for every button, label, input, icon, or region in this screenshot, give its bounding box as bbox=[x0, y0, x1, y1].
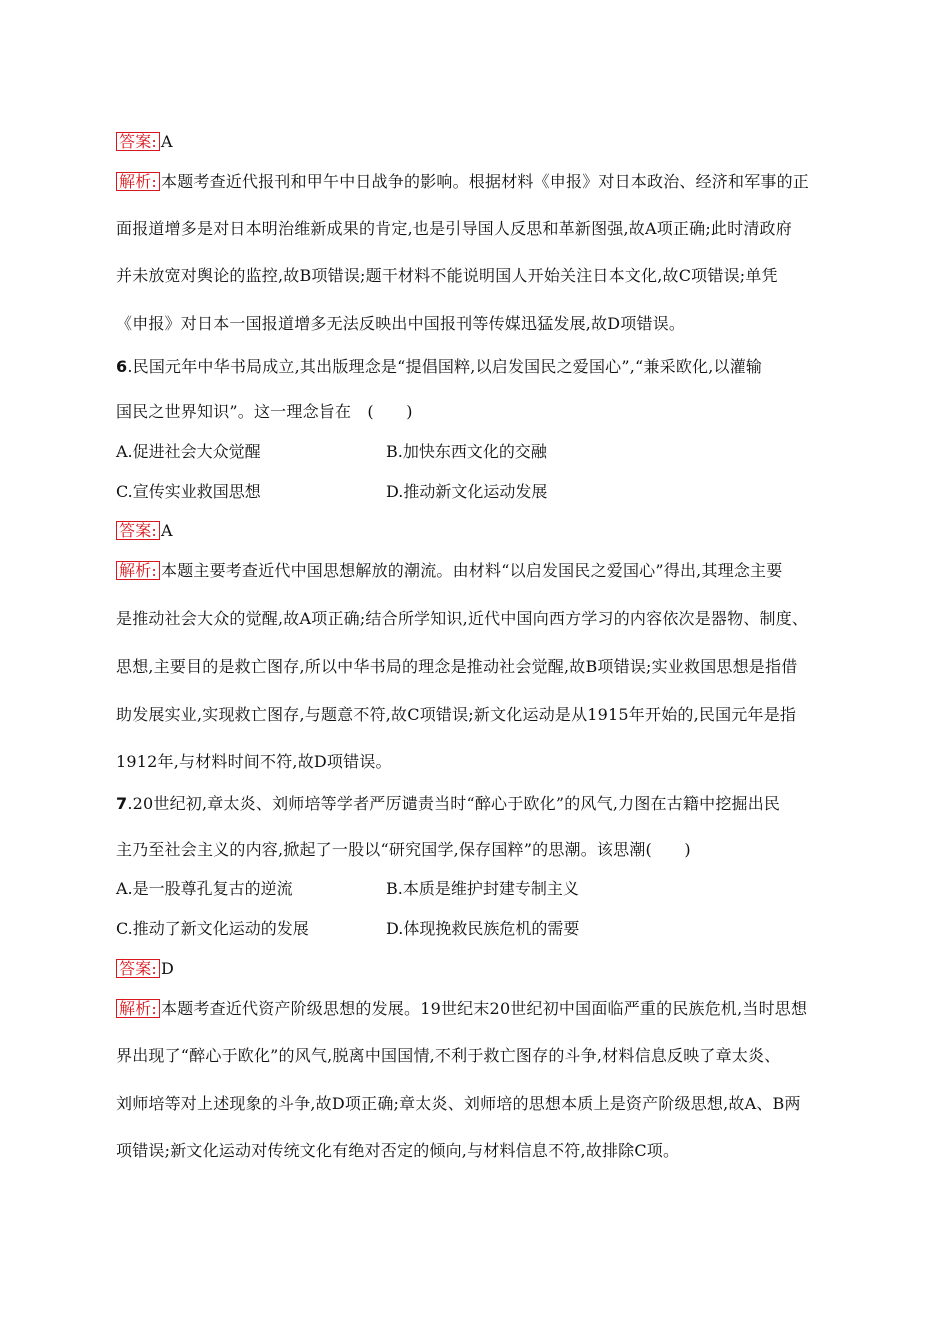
option-b: B.本质是维护封建专制主义 bbox=[386, 879, 579, 898]
analysis-label: 解析: bbox=[116, 561, 160, 580]
option-a: A.促进社会大众觉醒 bbox=[116, 442, 261, 461]
analysis-label: 解析: bbox=[116, 172, 160, 191]
option-d: D.体现挽救民族危机的需要 bbox=[386, 919, 580, 938]
question-stem-text: .20世纪初,章太炎、刘师培等学者严厉谴责当时“醉心于欧化”的风气,力图在古籍中挖掘出民 bbox=[127, 794, 781, 813]
answer-label: 答案: bbox=[116, 132, 160, 151]
analysis-line-q6-4: 助发展实业,实现救亡图存,与题意不符,故C项错误;新文化运动是从1915年开始的,民国元年是指 bbox=[116, 705, 797, 724]
analysis-line-q6-1 bbox=[116, 561, 782, 581]
answer-value: D bbox=[161, 959, 175, 978]
question-stem-q6-2: 国民之世界知识”。这一理念旨在 ( ) bbox=[116, 402, 413, 421]
analysis-line-q5-1 bbox=[116, 172, 809, 192]
answer-value: A bbox=[161, 521, 173, 540]
question-stem-q7-2: 主乃至社会主义的内容,掀起了一股以“研究国学,保存国粹”的思潮。该思潮( ) bbox=[116, 840, 691, 859]
option-c: C.宣传实业救国思想 bbox=[116, 482, 261, 501]
question-number: 6 bbox=[116, 357, 128, 376]
analysis-line-q6-2: 是推动社会大众的觉醒,故A项正确;结合所学知识,近代中国向西方学习的内容依次是器物、制度、 bbox=[116, 609, 809, 628]
analysis-line-q5-2: 面报道增多是对日本明治维新成果的肯定,也是引导国人反思和革新图强,故A项正确;此时清政府 bbox=[116, 219, 792, 238]
option-c: C.推动了新文化运动的发展 bbox=[116, 919, 309, 938]
answer-label: 答案: bbox=[116, 521, 160, 540]
answer-label: 答案: bbox=[116, 959, 160, 978]
analysis-line-q7-2: 界出现了“醉心于欧化”的风气,脱离中国国情,不利于救亡图存的斗争,材料信息反映了章太炎、 bbox=[116, 1046, 781, 1065]
analysis-line-q7-3: 刘师培等对上述现象的斗争,故D项正确;章太炎、刘师培的思想本质上是资产阶级思想,故A、B两 bbox=[116, 1094, 801, 1113]
analysis-line-q6-3: 思想,主要目的是救亡图存,所以中华书局的理念是推动社会觉醒,故B项错误;实业救国思想是指借 bbox=[116, 657, 798, 676]
question-stem-text: .民国元年中华书局成立,其出版理念是“提倡国粹,以启发国民之爱国心”,“兼采欧化,以灌输 bbox=[127, 357, 763, 376]
analysis-line-q7-4: 项错误;新文化运动对传统文化有绝对否定的倾向,与材料信息不符,故排除C项。 bbox=[116, 1141, 680, 1160]
option-a: A.是一股尊孔复古的逆流 bbox=[116, 879, 293, 898]
answer-line-q6 bbox=[116, 521, 173, 541]
analysis-line-q5-4: 《申报》对日本一国报道增多无法反映出中国报刊等传媒迅猛发展,故D项错误。 bbox=[116, 314, 686, 333]
analysis-line-q7-1 bbox=[116, 999, 807, 1019]
answer-value: A bbox=[161, 132, 173, 151]
answer-line-q5 bbox=[116, 132, 173, 152]
question-stem-q7-1 bbox=[116, 794, 780, 814]
question-number: 7 bbox=[116, 794, 128, 813]
analysis-text: 本题考查近代报刊和甲午中日战争的影响。根据材料《申报》对日本政治、经济和军事的正 bbox=[161, 172, 810, 191]
option-b: B.加快东西文化的交融 bbox=[386, 442, 547, 461]
option-d: D.推动新文化运动发展 bbox=[386, 482, 548, 501]
analysis-text: 本题考查近代资产阶级思想的发展。19世纪末20世纪初中国面临严重的民族危机,当时思想 bbox=[161, 999, 808, 1018]
analysis-text: 本题主要考查近代中国思想解放的潮流。由材料“以启发国民之爱国心”得出,其理念主要 bbox=[161, 561, 783, 580]
analysis-line-q6-5: 1912年,与材料时间不符,故D项错误。 bbox=[116, 752, 392, 771]
analysis-line-q5-3: 并未放宽对舆论的监控,故B项错误;题干材料不能说明国人开始关注日本文化,故C项错误;单凭 bbox=[116, 266, 778, 285]
question-stem-q6-1 bbox=[116, 357, 762, 377]
analysis-label: 解析: bbox=[116, 999, 160, 1018]
answer-line-q7 bbox=[116, 959, 174, 979]
